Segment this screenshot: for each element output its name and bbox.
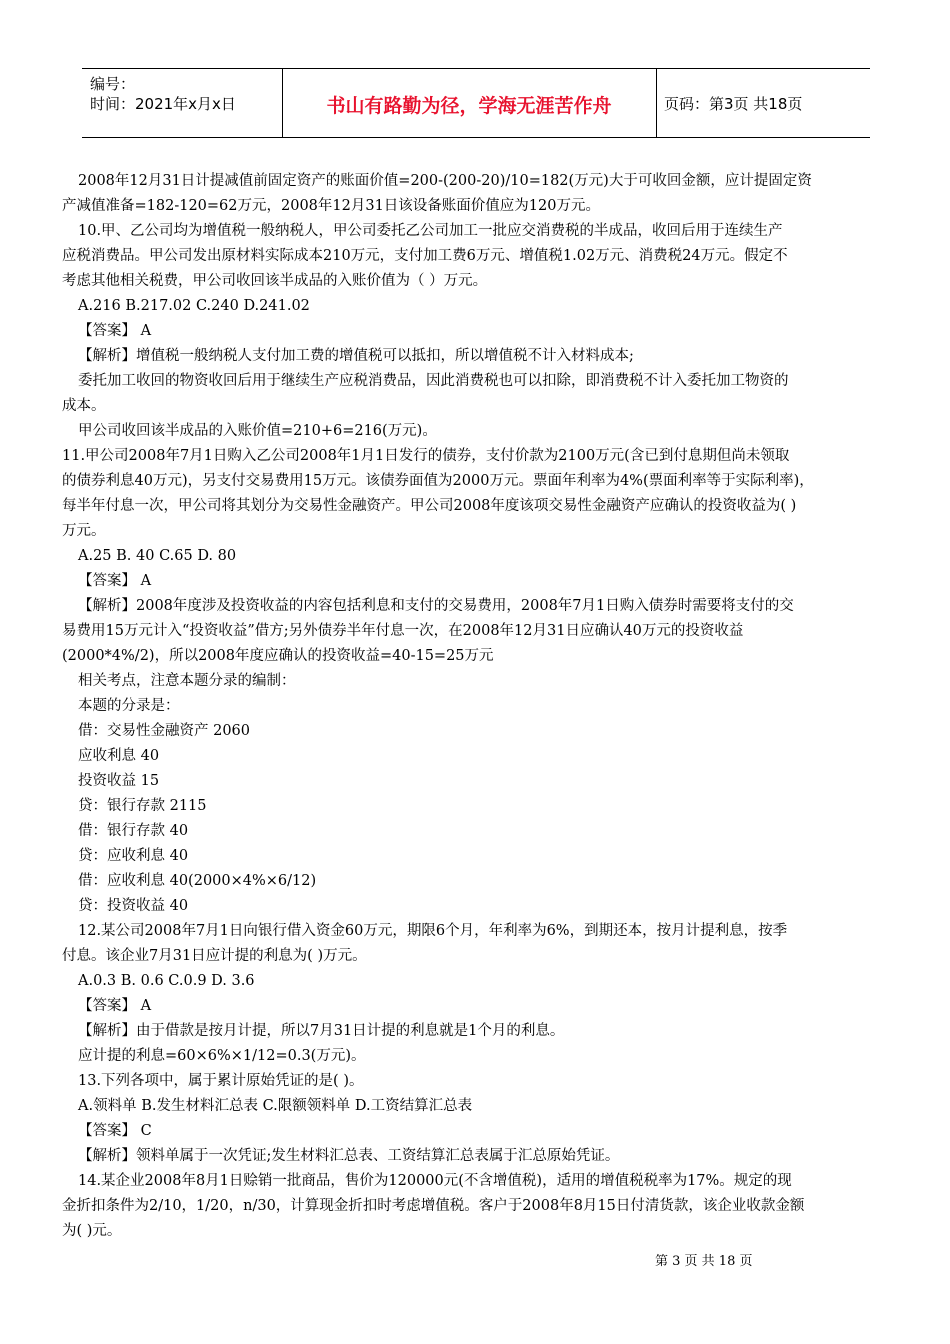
text-line: 相关考点，注意本题分录的编制： [78, 673, 296, 689]
text-line: 应计提的利息=60×6%×1/12=0.3(万元)。 [78, 1048, 366, 1064]
explanation-line: 【解析】领料单属于一次凭证;发生材料汇总表、工资结算汇总表属于汇总原始凭证。 [78, 1148, 620, 1164]
text-line: 易费用15万元计入“投资收益”借方;另外债券半年付息一次，在2008年12月31日应确认40万元的投资收益 [62, 623, 744, 639]
answer-key: 【答案】 A [78, 573, 152, 589]
text-line: 考虑其他相关税费，甲公司收回该半成品的入账价值为（ ）万元。 [62, 273, 488, 289]
explanation-line: 【解析】由于借款是按月计提，所以7月31日计提的利息就是1个月的利息。 [78, 1023, 565, 1039]
answer-options: A.领料单 B.发生材料汇总表 C.限额领料单 D.工资结算汇总表 [78, 1098, 473, 1114]
text-line: 为( )元。 [62, 1223, 122, 1239]
page-header [82, 68, 870, 138]
header-left-cell [82, 69, 283, 137]
answer-key: 【答案】 C [78, 1123, 152, 1139]
header-middle-cell [282, 69, 657, 137]
journal-entry-line: 借：银行存款 40 [78, 823, 189, 839]
header-page-code: 页码：第3页 共18页 [664, 95, 803, 113]
text-line: 12.某公司2008年7月1日向银行借入资金60万元，期限6个月，年利率为6%，到期还本，按月计提利息，按季 [78, 923, 788, 939]
text-line: 每半年付息一次，甲公司将其划分为交易性金融资产。甲公司2008年度该项交易性金融资产应确认的投资收益为( ) [62, 498, 797, 514]
answer-key: 【答案】 A [78, 998, 152, 1014]
journal-entry-line: 应收利息 40 [78, 748, 160, 764]
explanation-line: 【解析】2008年度涉及投资收益的内容包括利息和支付的交易费用，2008年7月1日购入债券时需要将支付的交 [78, 598, 794, 614]
explanation-line: 【解析】增值税一般纳税人支付加工费的增值税可以抵扣，所以增值税不计入材料成本; [78, 348, 634, 364]
text-line: 14.某企业2008年8月1日赊销一批商品，售价为120000元(不含增值税)，适用的增值税税率为17%。规定的现 [78, 1173, 792, 1189]
text-line: 万元。 [62, 523, 106, 539]
document-number-label: 编号： [90, 75, 136, 93]
text-line: 应税消费品。甲公司发出原材料实际成本210万元，支付加工费6万元、增值税1.02万元、消费税24万元。假定不 [62, 248, 788, 264]
text-line: 本题的分录是： [78, 698, 180, 714]
journal-entry-line: 贷：银行存款 2115 [78, 798, 207, 814]
text-line: 成本。 [62, 398, 106, 414]
text-line: 产减值准备=182-120=62万元，2008年12月31日该设备账面价值应为120万元。 [62, 198, 600, 214]
text-line: 11.甲公司2008年7月1日购入乙公司2008年1月1日发行的债券，支付价款为2100万元(含已到付息期但尚未领取 [62, 448, 790, 464]
text-line: (2000*4%/2)，所以2008年度应确认的投资收益=40-15=25万元 [62, 648, 494, 664]
text-line: 金折扣条件为2/10，1/20，n/30，计算现金折扣时考虑增值税。客户于2008年8月15日付清货款，该企业收款金额 [62, 1198, 805, 1214]
text-line: 的债券利息40万元)，另支付交易费用15万元。该债券面值为2000万元。票面年利率为4%(票面利率等于实际利率)， [62, 473, 814, 489]
header-right-cell [656, 69, 870, 137]
text-line: 付息。该企业7月31日应计提的利息为( )万元。 [62, 948, 367, 964]
journal-entry-line: 投资收益 15 [78, 773, 160, 789]
journal-entry-line: 贷：投资收益 40 [78, 898, 189, 914]
page-footer: 第 3 页 共 18 页 [655, 1254, 753, 1269]
journal-entry-line: 贷：应收利息 40 [78, 848, 189, 864]
text-line: 甲公司收回该半成品的入账价值=210+6=216(万元)。 [78, 423, 437, 439]
text-line: 13.下列各项中，属于累计原始凭证的是( )。 [78, 1073, 364, 1089]
journal-entry-line: 借：应收利息 40(2000×4%×6/12) [78, 873, 317, 889]
answer-options: A.216 B.217.02 C.240 D.241.02 [78, 298, 310, 314]
answer-key: 【答案】 A [78, 323, 152, 339]
header-motto: 书山有路勤为径，学海无涯苦作舟 [326, 95, 612, 117]
document-time-label: 时间：2021年x月x日 [90, 95, 236, 113]
answer-options: A.0.3 B. 0.6 C.0.9 D. 3.6 [78, 973, 255, 989]
text-line: 委托加工收回的物资收回后用于继续生产应税消费品，因此消费税也可以扣除，即消费税不计入委托加工物资的 [78, 373, 789, 389]
text-line: 10.甲、乙公司均为增值税一般纳税人，甲公司委托乙公司加工一批应交消费税的半成品，收回后用于连续生产 [78, 223, 783, 239]
answer-options: A.25 B. 40 C.65 D. 80 [78, 548, 237, 564]
text-line: 2008年12月31日计提减值前固定资产的账面价值=200-(200-20)/10=182(万元)大于可收回金额，应计提固定资 [78, 173, 812, 189]
journal-entry-line: 借：交易性金融资产 2060 [78, 723, 251, 739]
